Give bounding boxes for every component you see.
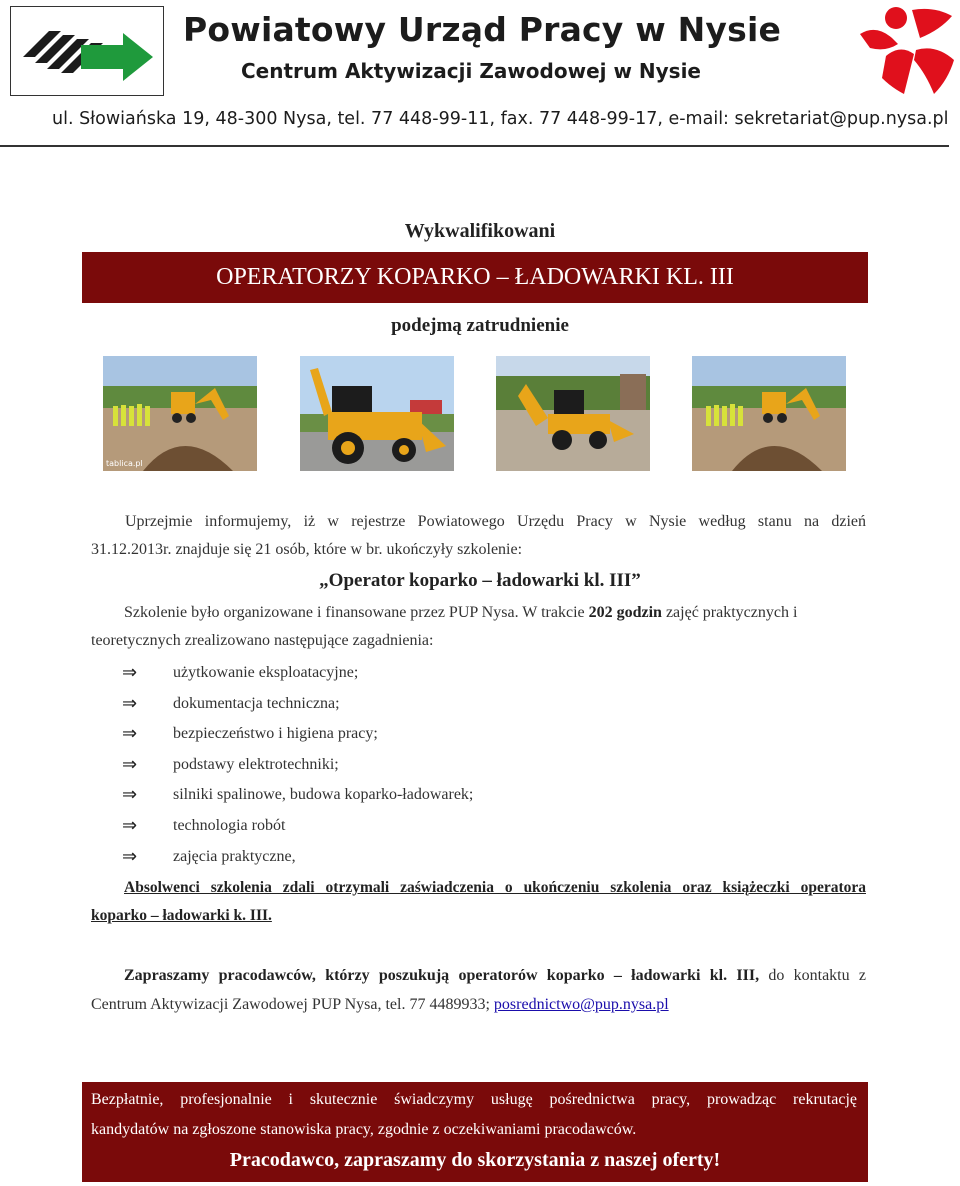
photo-watermark: tablica.pl	[106, 459, 143, 468]
photo-backhoe-loader	[300, 356, 454, 471]
emblem	[856, 4, 956, 96]
graduates-line-1: Absolwenci szkolenia zdali otrzymali zaświadczenia o ukończeniu szkolenia oraz książeczki operatora	[124, 879, 866, 896]
invite-bold-text: Zapraszamy pracodawców, którzy poszukują operatorów koparko – ładowarki kl. III,	[124, 967, 760, 984]
intro-line-1: Uprzejmie informujemy, iż w rejestrze Powiatowego Urzędu Pracy w Nysie według stanu na dzień	[125, 513, 866, 530]
double-arrow-icon: ⇒	[122, 723, 138, 745]
training-line-1	[91, 599, 866, 627]
footer-line-2: kandydatów na zgłoszone stanowiska pracy, zgodnie z oczekiwaniami pracodawców.	[91, 1121, 637, 1138]
footer-text	[91, 1085, 857, 1145]
office-address: ul. Słowiańska 19, 48-300 Nysa, tel. 77 448-99-11, fax. 77 448-99-17, e-mail: sekretariat@pup.nysa.pl	[52, 109, 949, 129]
invite-line-2: Centrum Aktywizacji Zawodowej PUP Nysa, tel. 77 4489933;	[91, 996, 494, 1013]
double-arrow-icon: ⇒	[122, 784, 138, 806]
title-banner	[82, 252, 868, 303]
list-item: ⇒ użytkowanie eksploatacyjne;	[122, 658, 822, 689]
office-name: Powiatowy Urząd Pracy w Nysie	[183, 10, 782, 49]
double-arrow-icon: ⇒	[122, 845, 138, 867]
office-logo	[10, 6, 164, 96]
letterhead	[0, 0, 960, 150]
training-hours: 202 godzin	[588, 604, 662, 621]
office-subtitle: Centrum Aktywizacji Zawodowej w Nysie	[241, 59, 701, 83]
headline: Wykwalifikowani	[404, 220, 556, 242]
photo-training-site-3	[692, 356, 846, 471]
graduates-line-2: koparko – ładowarki k. III.	[91, 907, 272, 924]
intro-line-2: 31.12.2013r. znajduje się 21 osób, które w br. ukończyły szkolenie:	[91, 541, 523, 558]
intro-paragraph	[91, 508, 866, 564]
offer-title: OPERATORZY KOPARKO – ŁADOWARKI KL. III	[216, 264, 734, 290]
list-item: ⇒ podstawy elektrotechniki;	[122, 750, 822, 781]
list-item: ⇒ zajęcia praktyczne,	[122, 842, 822, 873]
training-paragraph	[91, 599, 866, 655]
list-item: ⇒ bezpieczeństwo i higiena pracy;	[122, 719, 822, 750]
double-arrow-icon: ⇒	[122, 692, 138, 714]
subheadline: podejmą zatrudnienie	[391, 315, 569, 336]
list-item: ⇒ silniki spalinowe, budowa koparko-ładowarek;	[122, 780, 822, 811]
training-text-before: Szkolenie było organizowane i finansowane przez PUP Nysa. W trakcie	[124, 604, 585, 621]
double-arrow-icon: ⇒	[122, 662, 138, 683]
footer-call-to-action: Pracodawco, zapraszamy do skorzystania z naszej oferty!	[229, 1149, 721, 1171]
invite-line-1	[91, 961, 866, 990]
invite-rest-text: do kontaktu z	[759, 967, 867, 984]
photo-strip	[0, 356, 960, 471]
employer-invitation	[91, 961, 866, 1019]
arrows-logo-icon	[11, 7, 163, 95]
red-star-emblem-icon	[856, 4, 956, 96]
footer-line-1: Bezpłatnie, profesjonalnie i skutecznie świadczymy usługę pośrednictwa pracy, prowadząc rekrutację	[91, 1091, 857, 1108]
header-divider	[0, 145, 949, 147]
footer-banner	[82, 1082, 868, 1182]
graduates-note	[91, 874, 866, 930]
double-arrow-icon: ⇒	[122, 753, 138, 775]
training-line-2: teoretycznych zrealizowano następujące zagadnienia:	[91, 632, 434, 649]
photo-training-site-1	[103, 356, 257, 471]
list-item: ⇒ technologia robót	[122, 811, 822, 842]
photo-training-site-2	[496, 356, 650, 471]
list-item: ⇒ dokumentacja techniczna;	[122, 689, 822, 720]
contact-email-link[interactable]: posrednictwo@pup.nysa.pl	[493, 996, 669, 1013]
course-name: „Operator koparko – ładowarki kl. III”	[319, 570, 641, 591]
training-text-after: zajęć praktycznych i	[665, 604, 798, 621]
double-arrow-icon: ⇒	[122, 814, 138, 836]
topics-list	[122, 658, 822, 872]
